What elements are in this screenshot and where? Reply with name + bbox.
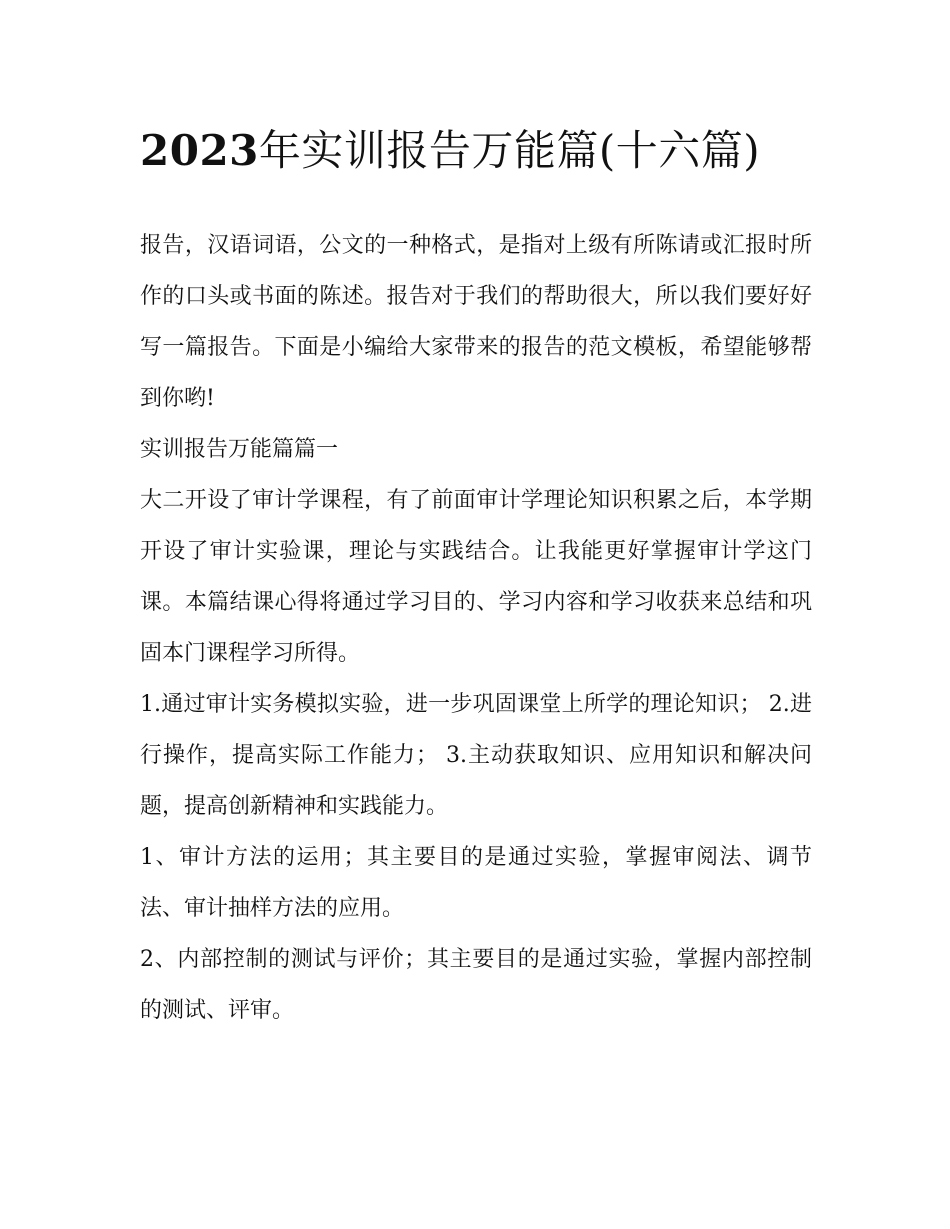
content-item-1: 1、审计方法的运用；其主要目的是通过实验，掌握审阅法、调节法、审计抽样方法的应用。 bbox=[140, 845, 812, 921]
document-body bbox=[140, 220, 812, 1036]
body-paragraph: 大二开设了审计学课程，有了前面审计学理论知识积累之后，本学期开设了审计实验课，理论与实践结合。让我能更好掌握审计学这门课。本篇结课心得将通过学习目的、学习内容和学习收获来总结和巩固本门课程学习所得。 bbox=[140, 488, 812, 666]
document-title bbox=[140, 112, 812, 190]
title-text: 年实训报告万能篇(十六篇) bbox=[258, 126, 761, 175]
content-item-2: 2、内部控制的测试与评价；其主要目的是通过实验，掌握内部控制的测试、评审。 bbox=[140, 947, 812, 1023]
title-year: 2023 bbox=[140, 126, 259, 175]
section-heading: 实训报告万能篇篇一 bbox=[140, 437, 339, 462]
intro-paragraph: 报告，汉语词语，公文的一种格式，是指对上级有所陈请或汇报时所作的口头或书面的陈述。报告对于我们的帮助很大，所以我们要好好写一篇报告。下面是小编给大家带来的报告的范文模板，希望能够帮到你哟! bbox=[140, 233, 812, 411]
objectives-paragraph: 1.通过审计实务模拟实验，进一步巩固课堂上所学的理论知识； 2.进行操作，提高实际工作能力； 3.主动获取知识、应用知识和解决问题，提高创新精神和实践能力。 bbox=[140, 692, 812, 819]
document-page bbox=[140, 112, 812, 1036]
